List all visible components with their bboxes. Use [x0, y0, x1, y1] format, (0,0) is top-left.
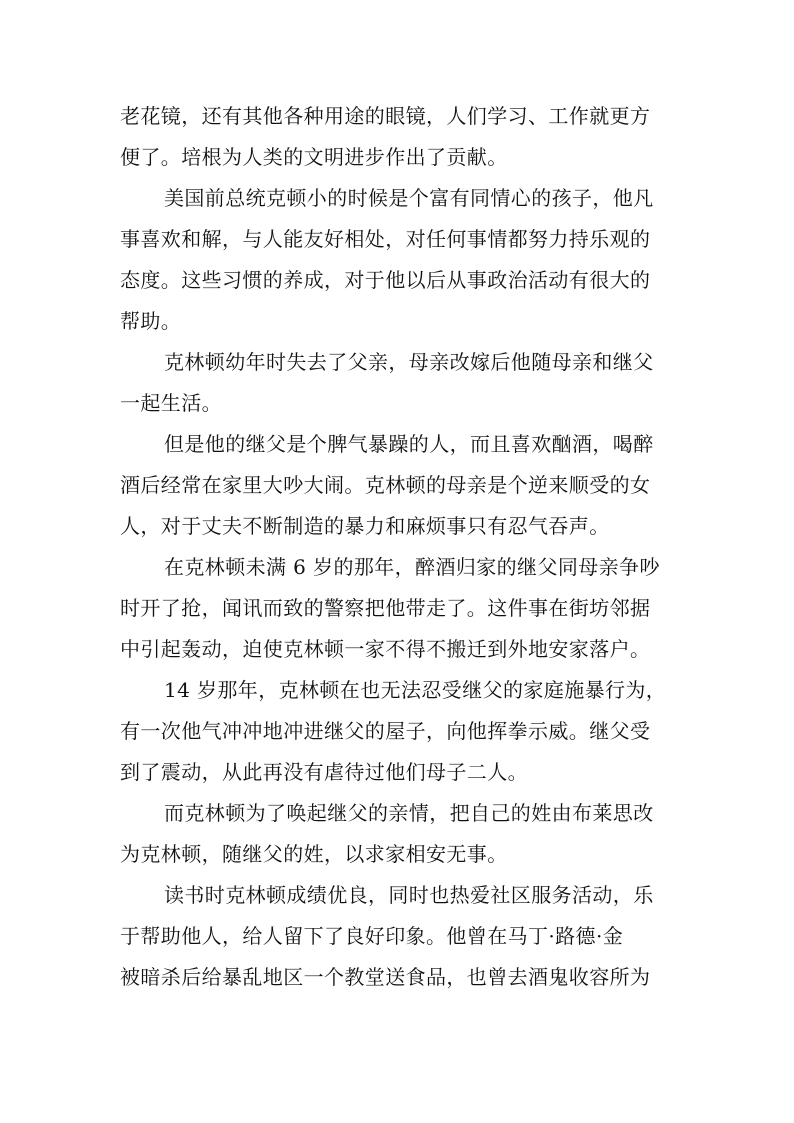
- text-line: 态度。这些习惯的养成，对于他以后从事政治活动有很大的: [120, 268, 651, 292]
- text-line: 帮助。: [120, 309, 182, 333]
- text-line: 有一次他气冲冲地冲进继父的屋子，向他挥拳示威。继父受: [120, 719, 651, 743]
- paragraph-first-line: 读书时克林顿成绩优良，同时也热爱社区服务活动，乐: [164, 883, 654, 907]
- paragraph-first-line: 克林顿幼年时失去了父亲，母亲改嫁后他随母亲和继父: [164, 350, 654, 374]
- paragraph-first-line: 14 岁那年，克林顿在也无法忍受继父的家庭施暴行为，: [164, 678, 667, 702]
- paragraph-first-line: 而克林顿为了唤起继父的亲情，把自己的姓由布莱思改: [164, 801, 654, 825]
- text-line: 一起生活。: [120, 391, 222, 415]
- text-line: 中引起轰动，迫使克林顿一家不得不搬迁到外地安家落户。: [120, 637, 651, 661]
- paragraph-first-line: 在克林顿未满 6 岁的那年，醉酒归家的继父同母亲争吵: [164, 555, 660, 579]
- body-text: [120, 96, 676, 998]
- text-line: 便了。培根为人类的文明进步作出了贡献。: [120, 145, 508, 169]
- paragraph-first-line: 但是他的继父是个脾气暴躁的人，而且喜欢酗酒，喝醉: [164, 432, 654, 456]
- text-line: 老花镜，还有其他各种用途的眼镜，人们学习、工作就更方: [120, 104, 651, 128]
- text-line: 酒后经常在家里大吵大闹。克林顿的母亲是个逆来顺受的女: [120, 473, 651, 497]
- text-line: 时开了抢，闻讯而致的警察把他带走了。这件事在街坊邻据: [120, 596, 651, 620]
- paragraph-first-line: 美国前总统克顿小的时候是个富有同情心的孩子，他凡: [164, 186, 654, 210]
- text-line: 到了震动，从此再没有虐待过他们母子二人。: [120, 760, 528, 784]
- text-line: 人，对于丈夫不断制造的暴力和麻烦事只有忍气吞声。: [120, 514, 610, 538]
- text-line: 被暗杀后给暴乱地区一个教堂送食品，也曾去酒鬼收容所为: [120, 965, 651, 989]
- text-line: 于帮助他人，给人留下了良好印象。他曾在马丁·路德·金: [120, 924, 624, 948]
- text-line: 事喜欢和解，与人能友好相处，对任何事情都努力持乐观的: [120, 227, 651, 251]
- text-line: 为克林顿，随继父的姓，以求家相安无事。: [120, 842, 508, 866]
